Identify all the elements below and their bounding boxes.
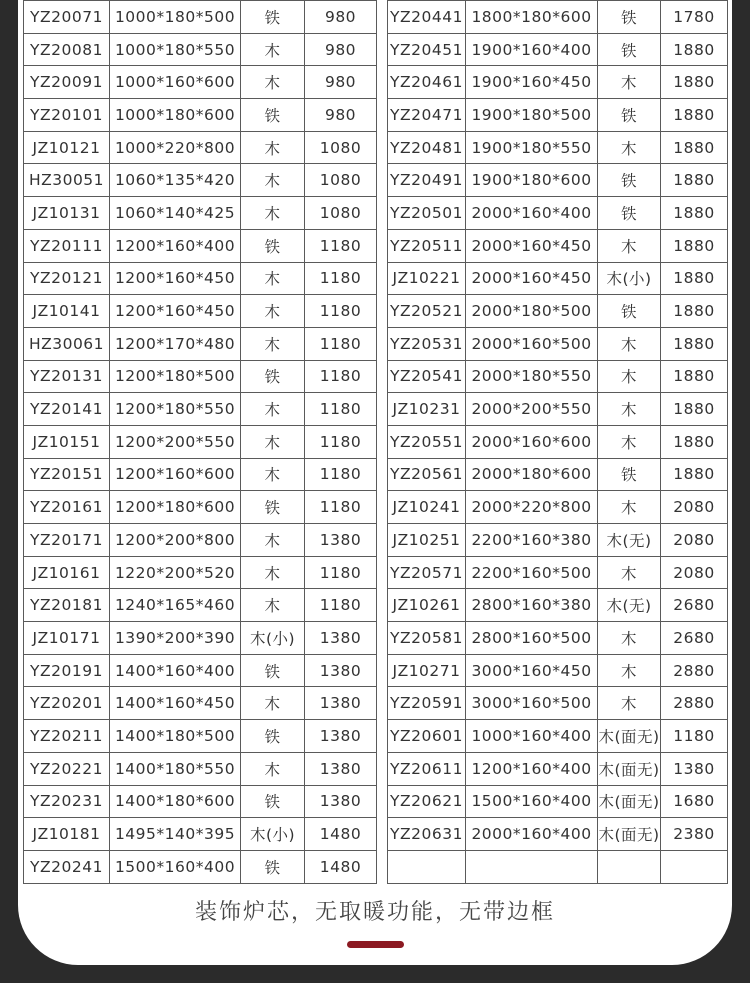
price-cell: 1180 — [305, 589, 377, 622]
table-row — [388, 622, 728, 655]
price-cell: 1180 — [305, 393, 377, 426]
size-cell: 1900*160*400 — [466, 33, 598, 66]
size-cell: 1200*160*450 — [110, 295, 241, 328]
material-cell: 木(面无) — [598, 818, 661, 851]
price-cell: 1180 — [661, 720, 728, 753]
model-cell: YZ20131 — [24, 360, 110, 393]
model-cell: YZ20481 — [388, 131, 466, 164]
size-cell: 1200*200*800 — [110, 524, 241, 557]
model-cell: HZ30051 — [24, 164, 110, 197]
price-cell: 1880 — [661, 66, 728, 99]
table-row — [24, 589, 377, 622]
price-cell: 1480 — [305, 850, 377, 883]
spec-table-left — [23, 0, 377, 884]
size-cell: 1240*165*460 — [110, 589, 241, 622]
model-cell: JZ10261 — [388, 589, 466, 622]
table-row — [388, 524, 728, 557]
table-row — [24, 720, 377, 753]
size-cell: 1400*180*550 — [110, 752, 241, 785]
model-cell: JZ10141 — [24, 295, 110, 328]
model-cell: YZ20621 — [388, 785, 466, 818]
price-cell: 1880 — [661, 164, 728, 197]
material-cell: 木 — [598, 131, 661, 164]
size-cell — [466, 850, 598, 883]
model-cell: JZ10181 — [24, 818, 110, 851]
table-row — [24, 1, 377, 34]
table-row — [24, 33, 377, 66]
size-cell: 1500*160*400 — [466, 785, 598, 818]
size-cell: 1900*180*550 — [466, 131, 598, 164]
price-cell: 1780 — [661, 1, 728, 34]
table-row — [388, 654, 728, 687]
material-cell: 木 — [598, 425, 661, 458]
material-cell: 木(小) — [598, 262, 661, 295]
price-cell: 1180 — [305, 295, 377, 328]
material-cell: 铁 — [598, 99, 661, 132]
price-cell: 1880 — [661, 425, 728, 458]
table-row — [388, 131, 728, 164]
price-cell: 980 — [305, 33, 377, 66]
size-cell: 1200*170*480 — [110, 327, 241, 360]
model-cell: YZ20161 — [24, 491, 110, 524]
material-cell: 铁 — [598, 458, 661, 491]
material-cell — [598, 850, 661, 883]
material-cell: 铁 — [241, 360, 305, 393]
table-row — [388, 720, 728, 753]
price-cell: 1880 — [661, 131, 728, 164]
material-cell: 木 — [598, 654, 661, 687]
model-cell: YZ20081 — [24, 33, 110, 66]
material-cell: 木 — [241, 327, 305, 360]
model-cell: YZ20121 — [24, 262, 110, 295]
table-row — [24, 262, 377, 295]
material-cell: 木 — [241, 131, 305, 164]
table-row — [388, 458, 728, 491]
material-cell: 木(面无) — [598, 785, 661, 818]
table-row — [388, 785, 728, 818]
size-cell: 2000*160*450 — [466, 229, 598, 262]
table-row — [24, 393, 377, 426]
table-row — [388, 752, 728, 785]
size-cell: 1000*180*550 — [110, 33, 241, 66]
model-cell: YZ20631 — [388, 818, 466, 851]
size-cell: 1000*160*400 — [466, 720, 598, 753]
model-cell: YZ20601 — [388, 720, 466, 753]
model-cell: YZ20201 — [24, 687, 110, 720]
table-row — [24, 818, 377, 851]
table-row — [24, 622, 377, 655]
spec-table-right — [387, 0, 728, 884]
size-cell: 1500*160*400 — [110, 850, 241, 883]
material-cell: 铁 — [241, 99, 305, 132]
material-cell: 木(无) — [598, 524, 661, 557]
material-cell: 木 — [598, 556, 661, 589]
table-row — [388, 229, 728, 262]
footer-note: 装饰炉芯，无取暖功能，无带边框 — [194, 900, 555, 925]
price-cell: 1080 — [305, 131, 377, 164]
material-cell: 木 — [241, 33, 305, 66]
size-cell: 2000*200*550 — [466, 393, 598, 426]
price-cell: 1180 — [305, 458, 377, 491]
material-cell: 木(面无) — [598, 720, 661, 753]
size-cell: 1000*160*600 — [110, 66, 241, 99]
size-cell: 2000*220*800 — [466, 491, 598, 524]
size-cell: 1495*140*395 — [110, 818, 241, 851]
model-cell: YZ20521 — [388, 295, 466, 328]
material-cell: 铁 — [241, 1, 305, 34]
material-cell: 木 — [598, 393, 661, 426]
material-cell: 铁 — [241, 785, 305, 818]
table-row — [388, 262, 728, 295]
price-cell: 1380 — [305, 654, 377, 687]
table-row — [388, 99, 728, 132]
model-cell: JZ10251 — [388, 524, 466, 557]
size-cell: 2000*160*400 — [466, 818, 598, 851]
size-cell: 2000*180*600 — [466, 458, 598, 491]
size-cell: 2800*160*380 — [466, 589, 598, 622]
size-cell: 2000*160*450 — [466, 262, 598, 295]
size-cell: 1200*180*600 — [110, 491, 241, 524]
size-cell: 1200*160*400 — [466, 752, 598, 785]
price-cell: 1880 — [661, 360, 728, 393]
price-cell: 1480 — [305, 818, 377, 851]
material-cell: 木(小) — [241, 818, 305, 851]
size-cell: 1400*160*400 — [110, 654, 241, 687]
table-row — [388, 687, 728, 720]
material-cell: 木 — [598, 327, 661, 360]
table-row — [24, 556, 377, 589]
table-row — [24, 327, 377, 360]
model-cell: YZ20071 — [24, 1, 110, 34]
table-row — [24, 687, 377, 720]
size-cell: 1900*180*500 — [466, 99, 598, 132]
price-cell: 1380 — [305, 622, 377, 655]
price-cell: 1180 — [305, 425, 377, 458]
size-cell: 1200*200*550 — [110, 425, 241, 458]
material-cell: 木 — [598, 66, 661, 99]
price-cell: 1680 — [661, 785, 728, 818]
price-cell: 1880 — [661, 33, 728, 66]
model-cell: YZ20531 — [388, 327, 466, 360]
footer-accent-bar — [347, 941, 404, 948]
price-cell: 2880 — [661, 687, 728, 720]
model-cell: YZ20181 — [24, 589, 110, 622]
material-cell: 铁 — [241, 850, 305, 883]
size-cell: 2000*180*550 — [466, 360, 598, 393]
model-cell: YZ20151 — [24, 458, 110, 491]
material-cell: 木 — [598, 687, 661, 720]
price-cell: 1880 — [661, 99, 728, 132]
model-cell: YZ20191 — [24, 654, 110, 687]
table-row — [24, 752, 377, 785]
price-cell: 1880 — [661, 262, 728, 295]
material-cell: 铁 — [598, 33, 661, 66]
table-row — [24, 785, 377, 818]
price-cell: 1080 — [305, 164, 377, 197]
table-row — [24, 99, 377, 132]
price-cell: 980 — [305, 66, 377, 99]
material-cell: 木 — [241, 295, 305, 328]
material-cell: 木 — [241, 393, 305, 426]
material-cell: 铁 — [241, 720, 305, 753]
price-cell: 1180 — [305, 360, 377, 393]
table-row — [24, 425, 377, 458]
size-cell: 2200*160*500 — [466, 556, 598, 589]
size-cell: 2200*160*380 — [466, 524, 598, 557]
model-cell — [388, 850, 466, 883]
size-cell: 2000*180*500 — [466, 295, 598, 328]
material-cell: 木(无) — [598, 589, 661, 622]
material-cell: 铁 — [598, 164, 661, 197]
model-cell: YZ20511 — [388, 229, 466, 262]
model-cell: YZ20471 — [388, 99, 466, 132]
table-row — [24, 458, 377, 491]
price-cell: 1380 — [661, 752, 728, 785]
model-cell: YZ20591 — [388, 687, 466, 720]
price-cell: 1380 — [305, 687, 377, 720]
table-row — [388, 425, 728, 458]
material-cell: 木(面无) — [598, 752, 661, 785]
price-cell: 1180 — [305, 229, 377, 262]
price-cell: 1880 — [661, 458, 728, 491]
size-cell: 1060*140*425 — [110, 197, 241, 230]
table-row — [388, 393, 728, 426]
table-row — [388, 33, 728, 66]
material-cell: 木 — [241, 524, 305, 557]
price-cell: 1380 — [305, 785, 377, 818]
model-cell: YZ20111 — [24, 229, 110, 262]
size-cell: 1200*160*600 — [110, 458, 241, 491]
material-cell: 铁 — [598, 1, 661, 34]
model-cell: JZ10121 — [24, 131, 110, 164]
size-cell: 2000*160*500 — [466, 327, 598, 360]
price-cell: 1880 — [661, 327, 728, 360]
material-cell: 铁 — [598, 197, 661, 230]
price-cell: 2380 — [661, 818, 728, 851]
price-cell: 1380 — [305, 752, 377, 785]
model-cell: JZ10131 — [24, 197, 110, 230]
price-cell: 1080 — [305, 197, 377, 230]
price-cell: 2080 — [661, 491, 728, 524]
material-cell: 铁 — [598, 295, 661, 328]
size-cell: 1900*180*600 — [466, 164, 598, 197]
table-row — [388, 66, 728, 99]
size-cell: 1400*160*450 — [110, 687, 241, 720]
model-cell: YZ20541 — [388, 360, 466, 393]
size-cell: 1400*180*600 — [110, 785, 241, 818]
price-cell: 1180 — [305, 262, 377, 295]
table-row — [24, 66, 377, 99]
table-row — [388, 556, 728, 589]
size-cell: 2000*160*400 — [466, 197, 598, 230]
price-cell: 1380 — [305, 720, 377, 753]
table-row — [24, 131, 377, 164]
price-cell: 1380 — [305, 524, 377, 557]
model-cell: YZ20231 — [24, 785, 110, 818]
table-row — [388, 197, 728, 230]
material-cell: 木 — [598, 360, 661, 393]
table-row — [388, 589, 728, 622]
table-row — [24, 850, 377, 883]
size-cell: 1000*220*800 — [110, 131, 241, 164]
model-cell: JZ10241 — [388, 491, 466, 524]
table-row — [24, 654, 377, 687]
price-cell: 2080 — [661, 556, 728, 589]
model-cell: JZ10171 — [24, 622, 110, 655]
price-cell: 2680 — [661, 622, 728, 655]
table-row — [388, 491, 728, 524]
size-cell: 2800*160*500 — [466, 622, 598, 655]
table-row — [388, 164, 728, 197]
size-cell: 1220*200*520 — [110, 556, 241, 589]
price-cell: 1880 — [661, 229, 728, 262]
model-cell: YZ20571 — [388, 556, 466, 589]
material-cell: 木(小) — [241, 622, 305, 655]
table-row — [24, 295, 377, 328]
price-cell — [661, 850, 728, 883]
model-cell: JZ10161 — [24, 556, 110, 589]
size-cell: 1060*135*420 — [110, 164, 241, 197]
price-cell: 2880 — [661, 654, 728, 687]
model-cell: YZ20171 — [24, 524, 110, 557]
size-cell: 1200*180*550 — [110, 393, 241, 426]
size-cell: 1000*180*500 — [110, 1, 241, 34]
material-cell: 铁 — [241, 654, 305, 687]
model-cell: JZ10271 — [388, 654, 466, 687]
price-cell: 980 — [305, 99, 377, 132]
material-cell: 木 — [241, 262, 305, 295]
size-cell: 3000*160*450 — [466, 654, 598, 687]
size-cell: 1000*180*600 — [110, 99, 241, 132]
table-row — [24, 229, 377, 262]
table-row — [388, 327, 728, 360]
model-cell: YZ20211 — [24, 720, 110, 753]
size-cell: 2000*160*600 — [466, 425, 598, 458]
size-cell: 3000*160*500 — [466, 687, 598, 720]
model-cell: JZ10221 — [388, 262, 466, 295]
table-row — [24, 360, 377, 393]
model-cell: HZ30061 — [24, 327, 110, 360]
model-cell: YZ20561 — [388, 458, 466, 491]
material-cell: 木 — [598, 229, 661, 262]
model-cell: YZ20461 — [388, 66, 466, 99]
table-row — [24, 524, 377, 557]
size-cell: 1200*180*500 — [110, 360, 241, 393]
material-cell: 木 — [241, 66, 305, 99]
model-cell: JZ10231 — [388, 393, 466, 426]
size-cell: 1800*180*600 — [466, 1, 598, 34]
material-cell: 木 — [241, 197, 305, 230]
table-row — [388, 1, 728, 34]
table-row — [24, 164, 377, 197]
material-cell: 木 — [241, 164, 305, 197]
size-cell: 1200*160*450 — [110, 262, 241, 295]
price-cell: 2080 — [661, 524, 728, 557]
model-cell: YZ20491 — [388, 164, 466, 197]
price-cell: 1880 — [661, 393, 728, 426]
material-cell: 铁 — [241, 229, 305, 262]
material-cell: 木 — [241, 589, 305, 622]
model-cell: YZ20501 — [388, 197, 466, 230]
size-cell: 1400*180*500 — [110, 720, 241, 753]
model-cell: YZ20101 — [24, 99, 110, 132]
size-cell: 1390*200*390 — [110, 622, 241, 655]
price-cell: 980 — [305, 1, 377, 34]
model-cell: YZ20241 — [24, 850, 110, 883]
price-cell: 1180 — [305, 556, 377, 589]
material-cell: 木 — [241, 425, 305, 458]
model-cell: YZ20441 — [388, 1, 466, 34]
material-cell: 铁 — [241, 491, 305, 524]
size-cell: 1200*160*400 — [110, 229, 241, 262]
price-cell: 1180 — [305, 327, 377, 360]
table-row — [24, 197, 377, 230]
table-row — [388, 850, 728, 883]
model-cell: YZ20141 — [24, 393, 110, 426]
material-cell: 木 — [598, 491, 661, 524]
model-cell: YZ20091 — [24, 66, 110, 99]
model-cell: YZ20581 — [388, 622, 466, 655]
price-cell: 1880 — [661, 295, 728, 328]
table-row — [24, 491, 377, 524]
model-cell: YZ20451 — [388, 33, 466, 66]
material-cell: 木 — [241, 458, 305, 491]
material-cell: 木 — [241, 687, 305, 720]
table-row — [388, 818, 728, 851]
table-row — [388, 295, 728, 328]
model-cell: YZ20551 — [388, 425, 466, 458]
price-cell: 1880 — [661, 197, 728, 230]
price-cell: 1180 — [305, 491, 377, 524]
model-cell: JZ10151 — [24, 425, 110, 458]
table-row — [388, 360, 728, 393]
size-cell: 1900*160*450 — [466, 66, 598, 99]
price-cell: 2680 — [661, 589, 728, 622]
material-cell: 木 — [598, 622, 661, 655]
material-cell: 木 — [241, 556, 305, 589]
model-cell: YZ20221 — [24, 752, 110, 785]
model-cell: YZ20611 — [388, 752, 466, 785]
material-cell: 木 — [241, 752, 305, 785]
